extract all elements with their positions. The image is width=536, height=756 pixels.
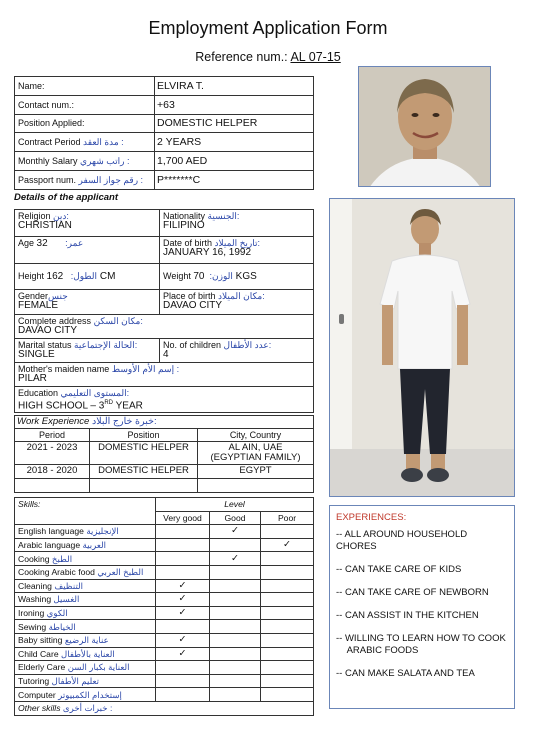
nationality-cell: Nationality الجنسية: FILIPINO (160, 210, 314, 237)
experience-item: -- WILLING TO LEARN HOW TO COOK ARABIC FOODS (336, 633, 506, 656)
skill-row (15, 688, 314, 702)
skill-good-cell (210, 593, 261, 607)
skill-poor-cell (261, 552, 314, 566)
personal-value: DOMESTIC HELPER (155, 114, 314, 133)
religion-cell: Religion دين: CHRISTIAN (15, 210, 160, 237)
skill-poor-cell (261, 593, 314, 607)
skill-good-cell (210, 661, 261, 675)
personal-value: 1,700 AED (155, 152, 314, 171)
personal-value: 2 YEARS (155, 133, 314, 152)
skill-poor-cell (261, 620, 314, 634)
personal-label: Passport num. رقم جواز السفر : (15, 170, 155, 189)
experience-item: -- CAN MAKE SALATA AND TEA (336, 668, 475, 679)
skill-very-good-cell (156, 593, 210, 607)
skill-very-good-cell (156, 688, 210, 702)
skill-row (15, 647, 314, 661)
experiences-list (336, 529, 508, 680)
check-icon: ✓ (178, 593, 187, 605)
reference-line (0, 50, 536, 64)
very-good-header: Very good (156, 511, 210, 525)
personal-row (15, 152, 314, 171)
skill-name: Cooking الطبخ (15, 552, 156, 566)
work-row (15, 465, 314, 479)
city-country-header: City, Country (198, 429, 314, 442)
weight-cell: Weight الوزن: 70 KGS (160, 264, 314, 290)
skill-good-cell (210, 674, 261, 688)
skill-poor-cell (261, 633, 314, 647)
personal-info-table (14, 76, 314, 190)
personal-row (15, 133, 314, 152)
work-position-cell: DOMESTIC HELPER (90, 465, 198, 479)
skill-name: Arabic language العربية (15, 538, 156, 552)
skill-very-good-cell (156, 661, 210, 675)
personal-row (15, 95, 314, 114)
skill-good-cell (210, 565, 261, 579)
skill-very-good-cell (156, 538, 210, 552)
work-period-cell: 2018 - 2020 (15, 465, 90, 479)
personal-value: ELVIRA T. (155, 77, 314, 96)
education-cell: Education المستوى التعليمي: HIGH SCHOOL – 3RD YEAR (15, 387, 314, 413)
reference-label: Reference num.: (195, 50, 288, 64)
work-period-cell: 2021 - 2023 (15, 442, 90, 465)
skill-row (15, 538, 314, 552)
skill-name: Elderly Care العناية بكبار السن (15, 661, 156, 675)
details-heading: Details of the applicant (14, 192, 118, 203)
skills-table (14, 497, 314, 716)
applicant-details-table (14, 209, 314, 413)
skill-name: Cooking Arabic food الطبخ العربي (15, 565, 156, 579)
address-cell: Complete address مكان السكن: DAVAO CITY (15, 315, 314, 339)
skill-name: Tutoring تعليم الأطفال (15, 674, 156, 688)
good-header: Good (210, 511, 261, 525)
experiences-box (329, 505, 515, 709)
poor-header: Poor (261, 511, 314, 525)
skill-good-cell (210, 538, 261, 552)
personal-label: Name: (15, 77, 155, 96)
experiences-title: EXPERIENCES: (336, 512, 407, 523)
gender-cell: Genderجنس FEMALE (15, 290, 160, 315)
skill-poor-cell (261, 661, 314, 675)
skill-name: Ironing الكوي (15, 606, 156, 620)
skill-name: Child Care العناية بالأطفال (15, 647, 156, 661)
skill-name: Sewing الخياطة (15, 620, 156, 634)
experience-item: -- ALL AROUND HOUSEHOLD CHORES (336, 529, 470, 552)
skill-very-good-cell (156, 674, 210, 688)
skill-name: Computer إستخدام الكمبيوتر (15, 688, 156, 702)
work-position-cell: DOMESTIC HELPER (90, 442, 198, 465)
check-icon: ✓ (283, 539, 291, 551)
personal-value: +63 (155, 95, 314, 114)
skill-poor-cell (261, 579, 314, 593)
skill-name: English language الإنجليزية (15, 525, 156, 539)
personal-label: Contact num.: (15, 95, 155, 114)
skill-row (15, 525, 314, 539)
work-position-cell (90, 479, 198, 493)
work-row (15, 442, 314, 465)
skill-row (15, 606, 314, 620)
skill-very-good-cell (156, 633, 210, 647)
skill-very-good-cell (156, 647, 210, 661)
personal-label: Position Applied: (15, 114, 155, 133)
experience-item: -- CAN TAKE CARE OF KIDS (336, 564, 462, 575)
skill-row (15, 661, 314, 675)
personal-row (15, 77, 314, 96)
check-icon: ✓ (231, 525, 239, 537)
skill-good-cell (210, 633, 261, 647)
personal-value: P*******C (155, 170, 314, 189)
skill-poor-cell (261, 647, 314, 661)
work-experience-table (14, 415, 314, 493)
work-row (15, 479, 314, 493)
period-header: Period (15, 429, 90, 442)
skill-very-good-cell (156, 565, 210, 579)
work-period-cell (15, 479, 90, 493)
skill-very-good-cell (156, 606, 210, 620)
other-skills-row: Other skills خبرات أخرى : (15, 701, 314, 715)
check-icon: ✓ (178, 607, 187, 619)
experience-item: -- CAN ASSIST IN THE KITCHEN (336, 610, 479, 621)
skill-very-good-cell (156, 525, 210, 539)
work-city-cell: AL AIN, UAE (EGYPTIAN FAMILY) (198, 442, 314, 465)
skill-name: Washing الغسيل (15, 593, 156, 607)
check-icon: ✓ (178, 647, 187, 659)
personal-row (15, 114, 314, 133)
skill-row (15, 674, 314, 688)
check-icon: ✓ (178, 634, 187, 646)
personal-row (15, 170, 314, 189)
age-cell: Age عمر: 32 (15, 237, 160, 264)
height-cell: Height الطول: 162 CM (15, 264, 160, 290)
skill-good-cell (210, 620, 261, 634)
skill-poor-cell (261, 525, 314, 539)
work-experience-heading: Work Experience خبرة خارج البلاد: (15, 416, 314, 429)
skill-good-cell (210, 579, 261, 593)
skill-good-cell (210, 606, 261, 620)
skill-name: Cleaning التنظيف (15, 579, 156, 593)
check-icon: ✓ (231, 552, 239, 564)
marital-status-cell: Marital status الحالة الإجتماعية: SINGLE (15, 339, 160, 363)
skill-poor-cell (261, 538, 314, 552)
applicant-headshot-photo (358, 66, 491, 187)
work-city-cell: EGYPT (198, 465, 314, 479)
skill-poor-cell (261, 674, 314, 688)
applicant-full-body-photo (329, 198, 515, 497)
children-cell: No. of children عدد الأطفال: 4 (160, 339, 314, 363)
skill-row (15, 593, 314, 607)
skill-very-good-cell (156, 579, 210, 593)
dob-cell: Date of birth تاريخ الميلاد: JANUARY 16, 1992 (160, 237, 314, 264)
check-icon: ✓ (178, 579, 187, 591)
skill-good-cell (210, 688, 261, 702)
skills-heading: Skills: (15, 498, 156, 525)
skill-row (15, 633, 314, 647)
skill-poor-cell (261, 606, 314, 620)
skill-good-cell (210, 525, 261, 539)
reference-value: AL 07-15 (290, 50, 341, 64)
skill-poor-cell (261, 565, 314, 579)
position-header: Position (90, 429, 198, 442)
personal-label: Contract Period مدة العقد : (15, 133, 155, 152)
place-of-birth-cell: Place of birth مكان الميلاد: DAVAO CITY (160, 290, 314, 315)
skill-name: Baby sitting عناية الرضيع (15, 633, 156, 647)
skill-row (15, 620, 314, 634)
mothers-maiden-name-cell: Mother's maiden name إسم الأم الأوسط : PILAR (15, 363, 314, 387)
personal-label: Monthly Salary راتب شهري : (15, 152, 155, 171)
skill-row (15, 552, 314, 566)
skill-very-good-cell (156, 552, 210, 566)
skill-poor-cell (261, 688, 314, 702)
experience-item: -- CAN TAKE CARE OF NEWBORN (336, 587, 489, 598)
skill-very-good-cell (156, 620, 210, 634)
skill-good-cell (210, 552, 261, 566)
work-city-cell (198, 479, 314, 493)
level-heading: Level (156, 498, 314, 512)
form-title: Employment Application Form (148, 18, 388, 38)
skill-row (15, 579, 314, 593)
skill-row (15, 565, 314, 579)
skill-good-cell (210, 647, 261, 661)
